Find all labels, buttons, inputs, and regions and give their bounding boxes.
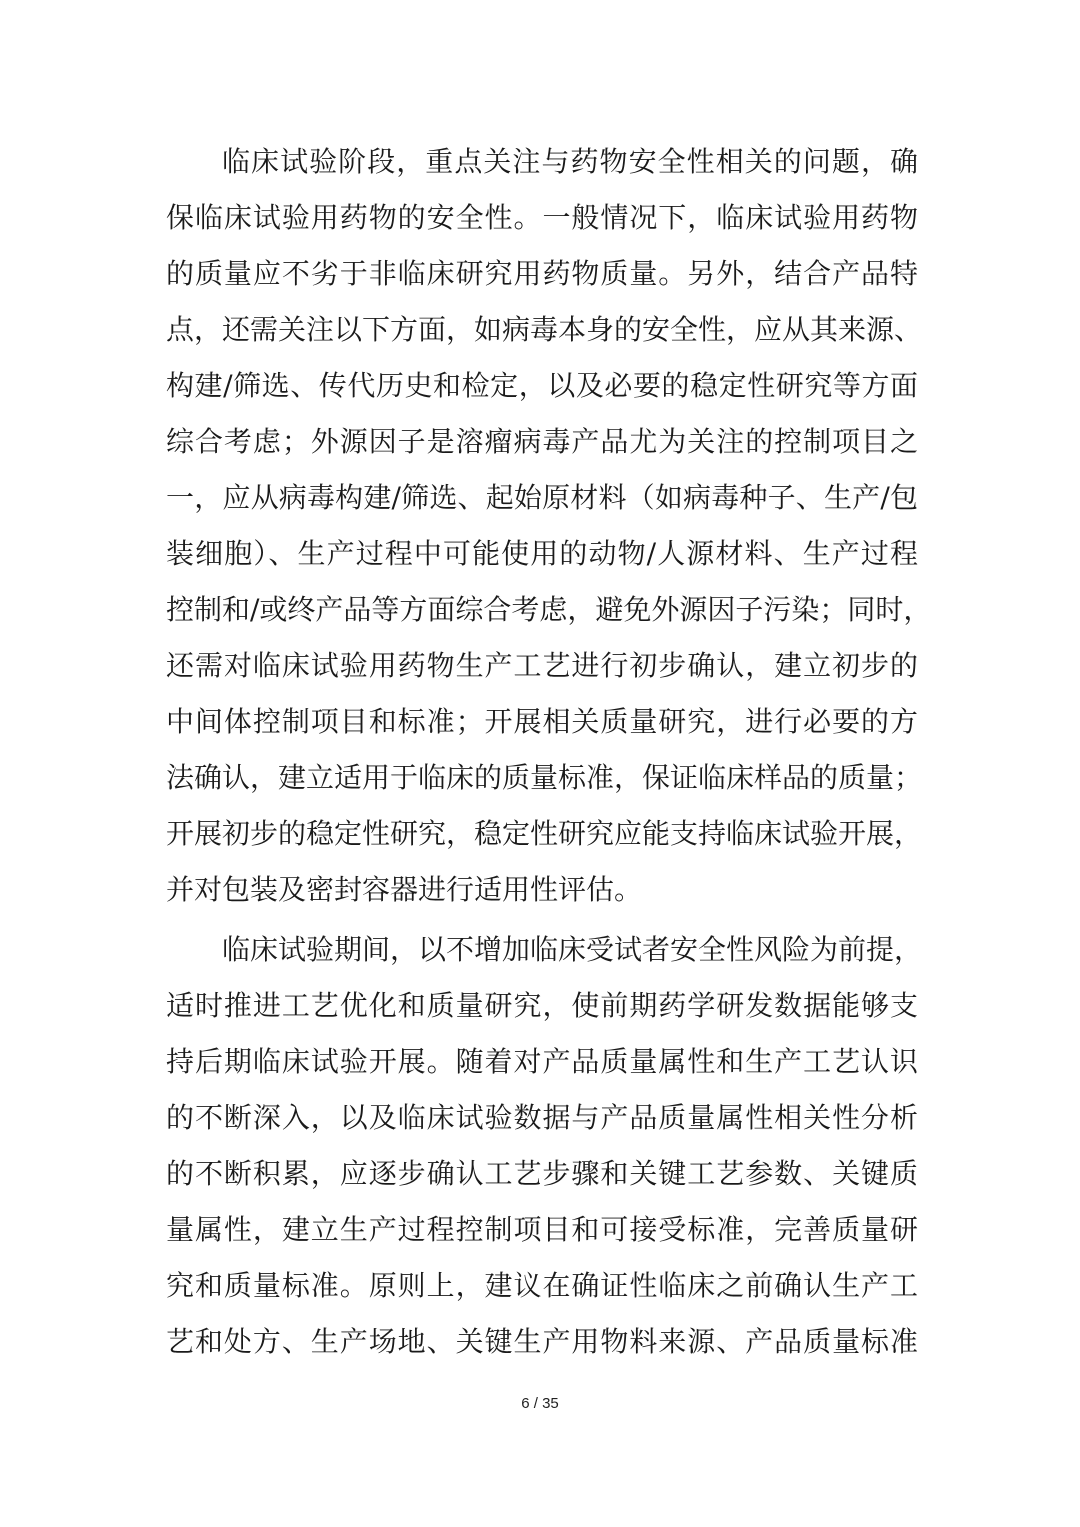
- paragraph-1-line-4: 点，还需关注以下方面，如病毒本身的安全性，应从其来源、: [166, 313, 923, 346]
- paragraph-1-line-10: 还需对临床试验用药物生产工艺进行初步确认，建立初步的: [166, 649, 918, 682]
- paragraph-2-line-3: 持后期临床试验开展。随着对产品质量属性和生产工艺认识: [166, 1045, 918, 1078]
- paragraph-2-line-5: 的不断积累，应逐步确认工艺步骤和关键工艺参数、关键质: [166, 1157, 918, 1190]
- paragraph-1-line-13: 开展初步的稳定性研究，稳定性研究应能支持临床试验开展，: [166, 817, 923, 850]
- paragraph-1-line-3: 的质量应不劣于非临床研究用药物质量。另外，结合产品特: [166, 257, 918, 290]
- paragraph-1-line-14: 并对包装及密封容器进行适用性评估。: [166, 873, 643, 906]
- paragraph-2-line-2: 适时推进工艺优化和质量研究，使前期药学研发数据能够支: [166, 989, 918, 1022]
- paragraph-2-line-1: 临床试验期间，以不增加临床受试者安全性风险为前提，: [222, 933, 923, 966]
- paragraph-1-line-12: 法确认，建立适用于临床的质量标准，保证临床样品的质量；: [166, 761, 923, 794]
- paragraph-1-line-5: 构建/筛选、传代历史和检定，以及必要的稳定性研究等方面: [166, 369, 918, 402]
- paragraph-1-line-11: 中间体控制项目和标准；开展相关质量研究，进行必要的方: [166, 705, 918, 738]
- page-number: 6 / 35: [521, 1395, 559, 1412]
- paragraph-1-line-6: 综合考虑；外源因子是溶瘤病毒产品尤为关注的控制项目之: [166, 425, 918, 458]
- paragraph-1-line-8: 装细胞）、生产过程中可能使用的动物/人源材料、生产过程: [166, 537, 918, 570]
- paragraph-2-line-4: 的不断深入，以及临床试验数据与产品质量属性相关性分析: [166, 1101, 918, 1134]
- paragraph-1-line-2: 保临床试验用药物的安全性。一般情况下，临床试验用药物: [166, 201, 918, 234]
- paragraph-2-line-8: 艺和处方、生产场地、关键生产用物料来源、产品质量标准: [166, 1325, 918, 1358]
- paragraph-1-line-7: 一，应从病毒构建/筛选、起始原材料（如病毒种子、生产/包: [166, 481, 918, 514]
- paragraph-1-line-9: 控制和/或终产品等方面综合考虑，避免外源因子污染；同时，: [166, 593, 932, 626]
- paragraph-1-line-1: 临床试验阶段，重点关注与药物安全性相关的问题，确: [222, 145, 918, 178]
- paragraph-2-line-7: 究和质量标准。原则上，建议在确证性临床之前确认生产工: [166, 1269, 918, 1302]
- paragraph-2-line-6: 量属性，建立生产过程控制项目和可接受标准，完善质量研: [166, 1213, 918, 1246]
